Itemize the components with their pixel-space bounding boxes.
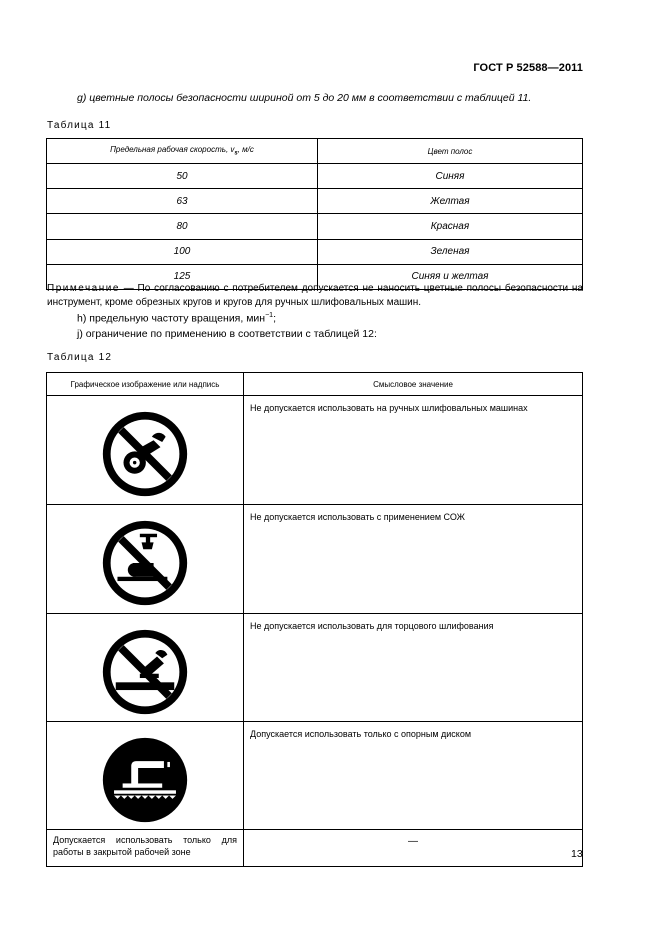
header-speed-unit: , м/с: [237, 145, 254, 155]
table-11: [46, 138, 583, 290]
note-paragraph: [47, 282, 583, 310]
speed-cell: 80: [47, 214, 318, 239]
table-row: [47, 239, 583, 264]
color-cell: Синяя: [318, 164, 583, 189]
table-12: [46, 372, 583, 867]
item-h-main: h) предельную частоту вращения, мин: [77, 312, 266, 325]
meaning-cell: —: [244, 830, 583, 867]
backing-disc-only-icon: [102, 737, 188, 823]
item-j-text: j) ограничение по применению в соответствии с таблицей 12:: [77, 328, 377, 340]
no-coolant-icon: [102, 520, 188, 606]
header-speed: [47, 139, 318, 164]
graphic-cell: [47, 505, 244, 614]
speed-cell: 100: [47, 239, 318, 264]
document-id: ГОСТ Р 52588—2011: [473, 62, 583, 74]
table-row: [47, 614, 583, 722]
table-row: [47, 505, 583, 614]
table-row: [47, 164, 583, 189]
item-g-text: g) цветные полосы безопасности шириной от 5 до 20 мм в соответствии с таблицей 11.: [77, 92, 532, 104]
no-handheld-grinder-icon: [102, 411, 188, 497]
page-number: 13: [571, 848, 583, 860]
meaning-cell: Допускается использовать только с опорным диском: [244, 722, 583, 830]
speed-cell: 50: [47, 164, 318, 189]
table-row: [47, 830, 583, 867]
header-color: Цвет полос: [318, 139, 583, 164]
color-cell: Желтая: [318, 189, 583, 214]
inscription-cell: Допускается использовать только для работы в закрытой рабочей зоне: [47, 830, 244, 867]
item-h-superscript: −1: [265, 312, 274, 319]
item-h-text: [77, 312, 276, 325]
speed-cell: 63: [47, 189, 318, 214]
table-header-row: [47, 373, 583, 396]
table-row: [47, 722, 583, 830]
table-row: [47, 189, 583, 214]
table-row: [47, 396, 583, 505]
header-graphic: Графическое изображение или надпись: [47, 373, 244, 396]
graphic-cell: [47, 722, 244, 830]
note-text: — По согласованию с потребителем допускается не наносить цветные полосы безопасности на инструмент, кроме обрезных кругов и кругов для ручных шлифовальных машин.: [47, 283, 583, 308]
color-cell: Зеленая: [318, 239, 583, 264]
table-header-row: [47, 139, 583, 164]
no-face-grinding-icon: [102, 629, 188, 715]
color-cell: Синяя и желтая: [318, 264, 583, 289]
color-cell: Красная: [318, 214, 583, 239]
meaning-cell: Не допускается использовать на ручных шлифовальных машинах: [244, 396, 583, 505]
header-speed-label: Предельная рабочая скорость, v: [110, 145, 235, 155]
header-meaning: Смысловое значение: [244, 373, 583, 396]
table12-caption: Таблица 12: [47, 352, 113, 363]
graphic-cell: [47, 614, 244, 722]
table11-caption: Таблица 11: [47, 120, 112, 131]
meaning-cell: Не допускается использовать для торцового шлифования: [244, 614, 583, 722]
meaning-cell: Не допускается использовать с применением СОЖ: [244, 505, 583, 614]
item-h-end: ;: [273, 312, 276, 325]
note-label: Примечание: [47, 283, 120, 294]
header-speed-subscript: s: [234, 150, 238, 157]
speed-cell: 125: [47, 264, 318, 289]
table-row: [47, 214, 583, 239]
graphic-cell: [47, 396, 244, 505]
